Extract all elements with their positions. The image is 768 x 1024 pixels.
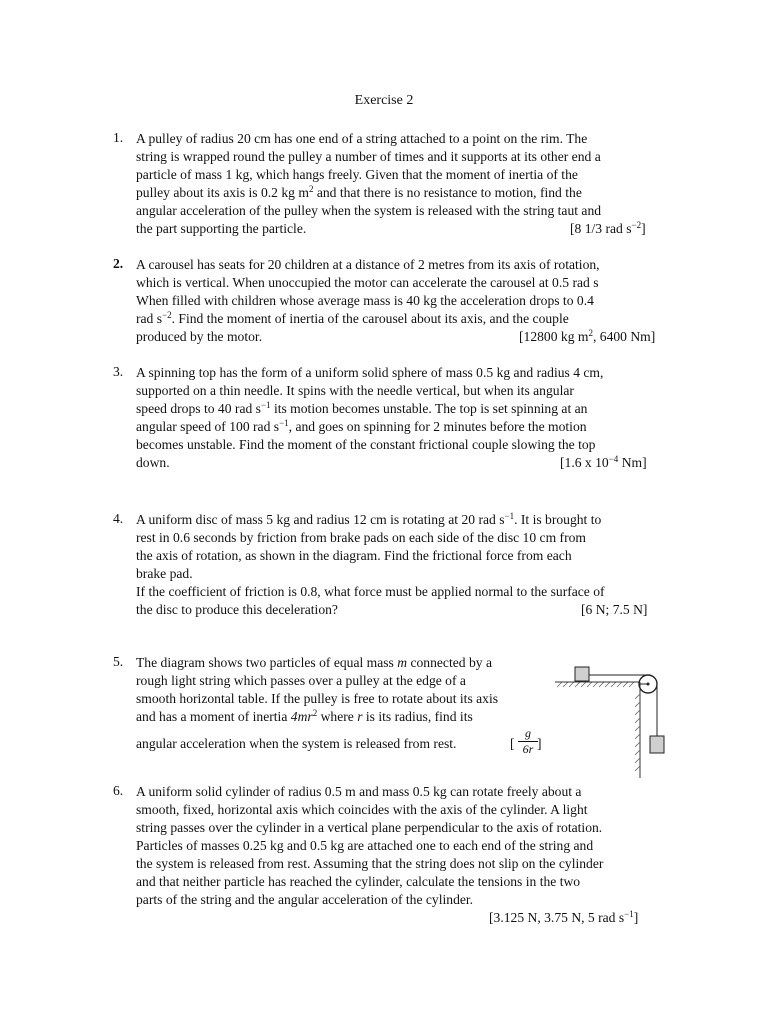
text-line: If the coefficient of friction is 0.8, what force must be applied normal to the surface of bbox=[136, 584, 605, 599]
text-line: the part supporting the particle. bbox=[136, 221, 307, 236]
text-line: A carousel has seats for 20 children at a distance of 2 metres from its axis of rotation, bbox=[136, 257, 600, 272]
text-line: parts of the string and the angular acceleration of the cylinder. bbox=[136, 892, 474, 907]
text-line: angular speed of 100 rad $s^{-1}$, and goes on spinning for 2 minutes before the motion bbox=[136, 418, 587, 434]
fraction-numerator: g bbox=[525, 726, 531, 740]
block-on-table bbox=[575, 667, 589, 681]
table-hatching bbox=[557, 682, 634, 687]
page-title: Exercise 2 bbox=[354, 93, 414, 108]
text-line: and has a moment of inertia $4mr^2$ where r is its radius, find its bbox=[136, 708, 473, 724]
text-line: which is vertical. When unoccupied the motor can accelerate the carousel at 0.5 rad s bbox=[136, 275, 599, 290]
text-line: angular acceleration when the system is released from rest. bbox=[136, 736, 457, 751]
text-line: smooth horizontal table. If the pulley is free to rotate about its axis bbox=[136, 691, 499, 706]
answer-label: [1.6 x $10^{-4}$ Nm] bbox=[560, 454, 647, 470]
text-line: speed drops to 40 rad $s^{-1}$ its motion becomes unstable. The top is set spinning at an bbox=[136, 400, 588, 416]
answer-label: [6 N; 7.5 N] bbox=[581, 602, 648, 617]
answer-label: [8 1/3 rad $s^{-2}$] bbox=[570, 220, 646, 236]
text-line: and that neither particle has reached the cylinder, calculate the tensions in the two bbox=[136, 874, 581, 889]
text-line: produced by the motor. bbox=[136, 329, 263, 344]
question-number: 3. bbox=[113, 364, 124, 379]
text-line: particle of mass 1 kg, which hangs freely. Given that the moment of inertia of the bbox=[136, 167, 578, 182]
text-line: string passes over the cylinder in a vertical plane perpendicular to the axis of rotation. bbox=[136, 820, 603, 835]
fraction-denominator: 6r bbox=[522, 742, 534, 756]
text-line: rough light string which passes over a pulley at the edge of a bbox=[136, 673, 466, 688]
text-line: the disc to produce this deceleration? bbox=[136, 602, 338, 617]
text-line: angular acceleration of the pulley when the system is released with the string taut and bbox=[136, 203, 602, 218]
text-line: supported on a thin needle. It spins with the needle vertical, but when its angular bbox=[136, 383, 574, 398]
answer-fraction bbox=[518, 727, 538, 756]
text-line: the axis of rotation, as shown in the diagram. Find the frictional force from each bbox=[136, 548, 572, 563]
answer-bracket-open: [ bbox=[510, 736, 515, 751]
text-line: A uniform solid cylinder of radius 0.5 m and mass 0.5 kg can rotate freely about a bbox=[136, 784, 582, 799]
text-line: A uniform disc of mass 5 kg and radius 12 cm is rotating at 20 rad $s^{-1}$. It is brought to bbox=[136, 511, 602, 527]
text-line: The diagram shows two particles of equal mass m connected by a bbox=[136, 655, 492, 670]
text-line: the system is released from rest. Assuming that the string does not slip on the cylinder bbox=[136, 856, 604, 871]
text-line: down. bbox=[136, 455, 170, 470]
table-edge-hatching bbox=[635, 694, 640, 771]
question-number: 2. bbox=[113, 256, 124, 271]
text-line: pulley about its axis is 0.2 kg $m^2$ and that there is no resistance to motion, find the bbox=[136, 184, 582, 200]
pulley-diagram bbox=[555, 660, 667, 785]
hanging-block bbox=[650, 736, 664, 753]
text-line: brake pad. bbox=[136, 566, 193, 581]
text-line: string is wrapped round the pulley a number of times and it supports at its other end a bbox=[136, 149, 601, 164]
text-line: becomes unstable. Find the moment of the constant frictional couple slowing the top bbox=[136, 437, 596, 452]
question-number: 6. bbox=[113, 783, 124, 798]
question-number: 1. bbox=[113, 130, 124, 145]
text-line: rest in 0.6 seconds by friction from brake pads on each side of the disc 10 cm from bbox=[136, 530, 586, 545]
text-line: rad $s^{-2}$. Find the moment of inertia of the carousel about its axis, and the couple bbox=[136, 310, 569, 326]
text-line: A spinning top has the form of a uniform solid sphere of mass 0.5 kg and radius 4 cm, bbox=[136, 365, 604, 380]
question-number: 4. bbox=[113, 511, 124, 526]
question-number: 5. bbox=[113, 654, 124, 669]
text-line: Particles of masses 0.25 kg and 0.5 kg are attached one to each end of the string and bbox=[136, 838, 594, 853]
pulley-diagram-svg bbox=[555, 660, 667, 785]
text-line: When filled with children whose average mass is 40 kg the acceleration drops to 0.4 bbox=[136, 293, 594, 308]
answer-label: [3.125 N, 3.75 N, 5 rad $s^{-1}$] bbox=[489, 909, 639, 925]
text-line: smooth, fixed, horizontal axis which coincides with the axis of the cylinder. A light bbox=[136, 802, 588, 817]
answer-bracket-close: ] bbox=[537, 736, 542, 751]
answer-label: [12800 kg $m^2$, 6400 Nm] bbox=[519, 328, 656, 344]
text-line: A pulley of radius 20 cm has one end of a string attached to a point on the rim. The bbox=[136, 131, 588, 146]
